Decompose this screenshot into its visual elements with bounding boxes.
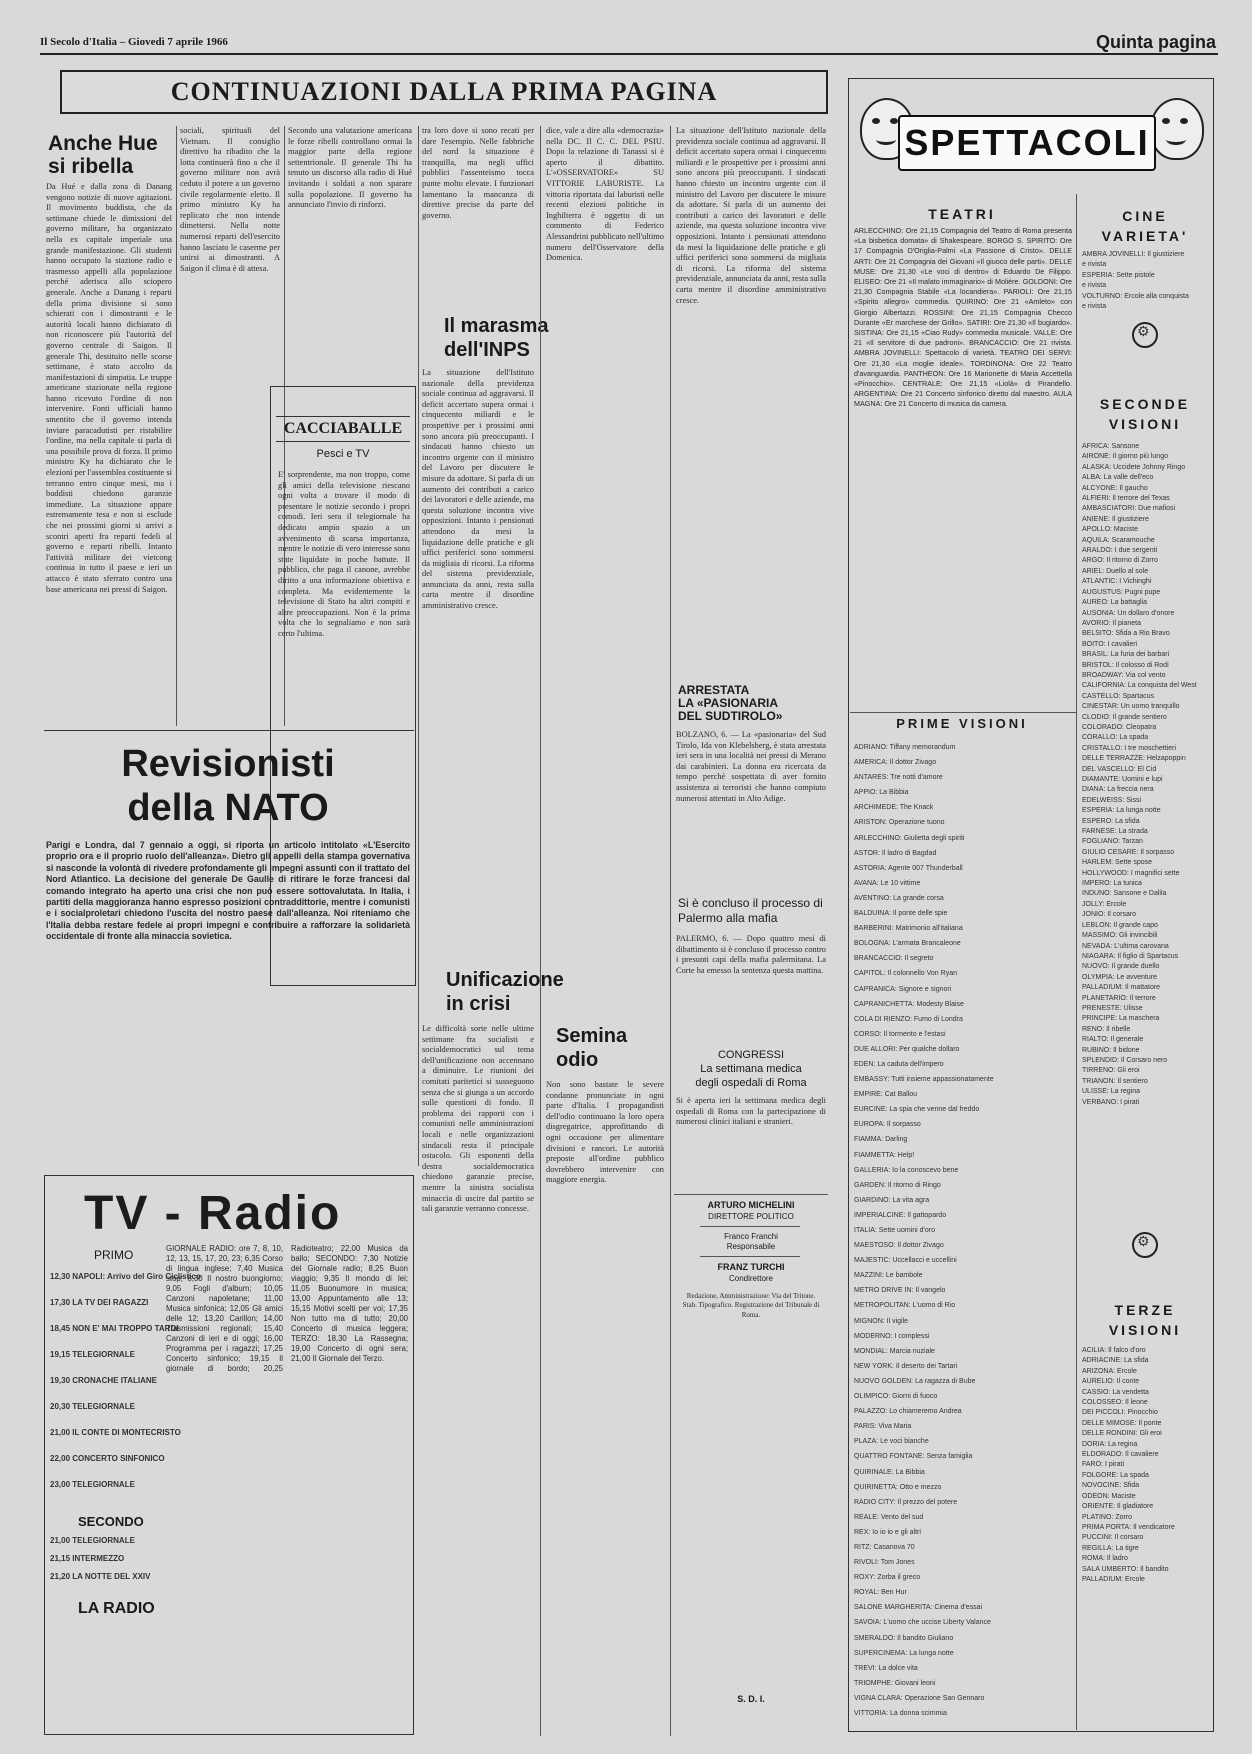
pasionaria-title-line2: LA «PASIONARIA: [678, 696, 779, 710]
unificazione-title-line2: in crisi: [446, 993, 511, 1015]
cinema-entry: AQUILA: Scaramouche: [1082, 536, 1155, 544]
cinema-entry: CALIFORNIA: La conquista del West: [1082, 682, 1197, 690]
cinema-entry: MONDIAL: Marcia nuziale: [854, 1347, 935, 1355]
cinema-entry: REX: Io io io e gli altri: [854, 1528, 921, 1536]
cinema-entry: ARCHIMEDE: The Knack: [854, 804, 934, 812]
cinema-entry: ATLANTIC: I Vichinghi: [1082, 578, 1152, 586]
cinema-entry: ADRIACINE: La sfida: [1082, 1357, 1149, 1365]
cinema-entry: CORSO: Il tormento e l'estasi: [854, 1030, 946, 1038]
section-rule: [44, 730, 414, 731]
cinema-entry: METRO DRIVE IN: Il vangelo: [854, 1287, 946, 1295]
cinema-entry: SALONE MARGHERITA: Cinema d'essai: [854, 1604, 983, 1612]
cinema-entry: AVANA: Le 10 vittime: [854, 879, 921, 887]
nato-title-line2: della NATO: [127, 787, 329, 829]
cinema-entry: COLA DI RIENZO: Fumo di Londra: [854, 1015, 963, 1023]
col-divider: [176, 126, 177, 726]
cinema-entry: ALASKA: Uccidete Johnny Ringo: [1082, 463, 1186, 471]
cinema-entry: ASTORIA: Agente 007 Thunderball: [854, 864, 963, 872]
cinema-entry: FIAMMETTA: Help!: [854, 1151, 915, 1159]
cinema-entry: ESPERIA: Sette pistole: [1082, 271, 1155, 279]
cinema-entry: EDELWEISS: Sissi: [1082, 796, 1141, 804]
cinema-entry: VITTORIA: La donna scimmia: [854, 1710, 947, 1717]
cinema-entry: ITALIA: Sette uomini d'oro: [854, 1227, 935, 1234]
masthead-date: Il Secolo d'Italia – Giovedì 7 aprile 1966: [40, 36, 228, 48]
cinema-entry: GARDEN: Il ritorno di Ringo: [854, 1181, 941, 1189]
cinema-entry: FOGLIANO: Tarzan: [1082, 838, 1143, 846]
cine-varieta-list: [1082, 250, 1210, 314]
tv-primo-list: [50, 1264, 201, 1504]
semina-title: [556, 1024, 627, 1072]
cinema-entry: SALA UMBERTO: Il bandito: [1082, 1565, 1169, 1573]
cinema-entry: REALE: Vento del sud: [854, 1513, 924, 1521]
cinema-entry: PLANETARIO: Il terrore: [1082, 994, 1156, 1002]
gear-icon: [1132, 1232, 1158, 1258]
cine-varieta-heading: [1080, 206, 1210, 246]
cinema-entry: BRASIL: La furia dei barbari: [1082, 651, 1170, 659]
cinema-entry: ARALDO: I due sergenti: [1082, 547, 1158, 555]
cinema-entry: OLIMPICO: Giorni di fuoco: [854, 1393, 938, 1401]
direttore-name: ARTURO MICHELINI: [707, 1200, 795, 1210]
cinema-entry: VIGNA CLARA: Operazione San Gennaro: [854, 1694, 985, 1702]
cinema-entry: AIRONE: Il giorno più lungo: [1082, 453, 1168, 461]
cinema-entry: IMPERO: La tunica: [1082, 880, 1142, 888]
cinema-entry: PALLADIUM: Il mattatore: [1082, 984, 1161, 992]
col-divider: [540, 126, 541, 1736]
cinema-entry: BELSITO: Sfida a Rio Bravo: [1082, 630, 1170, 638]
cinema-entry: DELLE RONDINI: Gli eroi: [1082, 1430, 1162, 1438]
seconde-line2: VISIONI: [1108, 416, 1182, 432]
cinema-entry: CRISTALLO: I tre moschettieri: [1082, 744, 1177, 752]
congressi-title: [676, 1048, 826, 1090]
cinema-entry: COLORADO: Cleopatra: [1082, 723, 1157, 731]
cinema-entry: DORIA: La regina: [1082, 1440, 1138, 1448]
condirettore-role: Condirettore: [728, 1274, 774, 1283]
cinema-entry: RENO: Il ribelle: [1082, 1025, 1131, 1033]
cinema-entry: ANIENE: Il giustiziere: [1082, 515, 1149, 523]
inps-title: [444, 314, 549, 362]
cinema-entry: ALBA: La valle dell'eco: [1082, 474, 1154, 482]
comedy-mask-icon: [1150, 98, 1204, 160]
congressi-body: Si è aperta ieri la settimana medica degli ospedali di Roma con la partecipazione di numerosi clinici italiani e stranieri.: [676, 1096, 826, 1127]
unificazione-title-line1: Unificazione: [446, 969, 564, 991]
cinema-entry: CORALLO: La spada: [1082, 734, 1149, 742]
prime-visioni-heading: PRIME VISIONI: [896, 716, 1028, 731]
semina-title-line1: Semina: [556, 1025, 628, 1047]
cinema-entry: BRANCACCIO: Il segreto: [854, 955, 934, 963]
cinema-entry: ANTARES: Tre notti d'amore: [854, 774, 943, 782]
colophon-rule: [700, 1226, 800, 1227]
cinema-entry: PUCCINI: Il corsaro: [1082, 1534, 1144, 1542]
cinema-entry: AURELIO: Il conte: [1082, 1378, 1140, 1386]
inps-title-line1: Il marasma: [444, 315, 549, 337]
cinema-entry: e rivista: [1082, 282, 1107, 290]
cinema-entry: CASTELLO: Spartacus: [1082, 692, 1154, 700]
cinema-entry: QUIRINETTA: Otto e mezzo: [854, 1483, 942, 1491]
responsabile-name: Franco Franchi: [724, 1232, 778, 1241]
cinema-entry: INDUNO: Sansone e Dalila: [1082, 890, 1167, 898]
cinema-entry: AUGUSTUS: Pugni pupe: [1082, 588, 1161, 596]
cinema-entry: MAZZINI: Le bambole: [854, 1272, 923, 1280]
cinema-entry: AMBASCIATORI: Due mafiosi: [1082, 505, 1176, 513]
cinema-entry: COLOSSEO: Il leone: [1082, 1399, 1148, 1407]
col-divider: [670, 126, 671, 1736]
cinema-entry: RADIO CITY: Il prezzo del potere: [854, 1498, 958, 1506]
pasionaria-title: [678, 684, 782, 723]
cinema-entry: DIANA: La freccia nera: [1082, 786, 1154, 794]
spettacoli-title: SPETTACOLI: [904, 122, 1150, 163]
cinema-entry: SUPERCINEMA: La lunga notte: [854, 1649, 954, 1657]
cinema-entry: CAPRANICA: Signore e signori: [854, 985, 952, 993]
cinema-entry: PRIMA PORTA: Il vendicatore: [1082, 1523, 1175, 1531]
seconde-visioni-heading: [1080, 394, 1210, 434]
column4-text: tra loro dove si sono recati per dare l'esempio. Nelle fabbriche del nord la situazione è tranquilla, ma negli uffici pubblici l'assenteismo tocca punte molto elevate. I funzionari lamentano la mancanza di direttive precise da parte del governo.: [422, 126, 534, 220]
cinema-entry: ROYAL: Ben Hur: [854, 1589, 907, 1597]
cinema-entry: DUE ALLORI: Per qualche dollaro: [854, 1045, 960, 1053]
cinema-entry: MAJESTIC: Uccellacci e uccellini: [854, 1257, 957, 1265]
cinema-entry: ORIENTE: Il gladiatore: [1082, 1503, 1154, 1511]
cinema-entry: NOVOCINE: Sfida: [1082, 1482, 1140, 1490]
colophon-rule: [700, 1256, 800, 1257]
semina-body: Non sono bastate le severe condanne pronunciate in ogni parte d'Italia. I propagandisti dell'odio continuano la loro opera disgregatrice, approfittando di ogni occasione per alimentare divisioni e rancori. Le autorità preposte all'ordine pubblico dovrebbero intervenire con maggiore energia.: [546, 1080, 664, 1185]
unificazione-body: Le difficoltà sorte nelle ultime settimane fra socialisti e socialdemocratici sul tema dell'unificazione non accennano a diminuire. Le riunioni dei comitati paritetici si susseguono senza che si giunga a un accordo sulle questioni di fondo. Il problema dei rapporti con i comunisti nelle amministrazioni locali e nelle organizzazioni sindacali resta il principale ostacolo. Gli esponenti della destra socialdemocratica chiedono garanzie precise, mentre la sinistra socialista minaccia di uscire dal partito se tali garanzie verranno concesse.: [422, 1024, 534, 1214]
cinema-entry: SPLENDID: Il Corsaro nero: [1082, 1056, 1168, 1064]
teatri-listing: ARLECCHINO: Ore 21,15 Compagnia del Teatro di Roma presenta «La bisbetica domata» di Shakespeare. BORGO S. SPIRITO: Ore 17 Compagnia D'Origlia-Palmi «La Passione di Cristo». DELLE ARTI: Ore 21 Compagnia dei Giovani «Il giuoco delle parti». DELLE MUSE: Ore 21,30 «Le voci di dentro» di Eduardo De Filippo. ELISEO: Ore 21 «Il malato immaginario» di Molière. GOLDONI: Ore 21,30 Compagnia Stabile «La locandiera». PARIOLI: Ore 21,15 «Spirito allegro» commedia. QUIRINO: Ore 21 «Amleto» con Giorgio Albertazzi. ROSSINI: Ore 21,15 Compagnia Checco Durante «Er marchese der Grillo». SATIRI: Ore 21,30 «Il bugiardo». SISTINA: Ore 21,15 «Ciao Rudy» commedia musicale. VALLE: Ore 21 «Il servitore di due padroni». BRANCACCIO: Ore 21 rivista. AMBRA JOVINELLI: Spettacolo di varietà. TEATRO DEI SERVI: Ore 21,30 «La moglie ideale». TORDINONA: Ore 22 Teatro d'avanguardia. PANTHEON: Ore 16 Marionette di Maria Accettella «Pinocchio». CENTRALE: Ore 21,15 «Liolà» di Pirandello. ARGENTINA: Ore 21 Concerto sinfonico diretto dal maestro. AULA MAGNA: Ore 21 Concerto di musica da camera.: [854, 226, 1072, 409]
cinema-entry: NEVADA: L'ultima carovana: [1082, 942, 1169, 950]
cinema-entry: JONIO: Il corsaro: [1082, 911, 1137, 919]
continuations-banner: [60, 70, 828, 114]
pasionaria-title-line1: ARRESTATA: [678, 683, 750, 697]
cinema-entry: DIAMANTE: Uomini e lupi: [1082, 776, 1163, 783]
cinema-entry: MODERNO: I complessi: [854, 1332, 930, 1340]
colophon-rule: [674, 1194, 828, 1195]
column6-text: La situazione dell'Istituto nazionale della previdenza sociale continua ad aggravarsi. Il deficit accertato supera ormai i cinquecento miliardi e le prospettive per i prossimi anni sono ancora più preoccupanti. I sindacati hanno chiesto un incontro urgente con il ministro del Lavoro per discutere le misure da adottare. Si parla di un aumento dei contributi a carico dei lavoratori e delle aziende, ma questa soluzione incontra vive opposizioni. Intanto i pensionati attendono da mesi la liquidazione delle pratiche e gli uffici periferici sono sommersi da migliaia di ricorsi. La riforma del sistema previdenziale, annunciata da anni, resta sulla carta mentre il disordine amministrativo cresce.: [676, 126, 826, 305]
tv-radio-title: TV - Radio: [84, 1187, 342, 1240]
seconde-line1: SECONDE: [1099, 396, 1191, 412]
col-divider: [418, 126, 419, 1166]
cinema-entry: PLAZA: Le voci bianche: [854, 1438, 929, 1446]
hue-title: [48, 132, 158, 178]
cinema-entry: FIAMMA: Darling: [854, 1136, 908, 1144]
responsabile-role: Responsabile: [726, 1242, 776, 1251]
colophon-notes: Redazione, Amministrazione: Via del Tritone. Stab. Tipografico. Registrazione del Tribunale di Roma.: [682, 1292, 820, 1319]
tv-program-item: 21,20 LA NOTTE DEL XXIV: [50, 1572, 151, 1581]
cinema-entry: FARNESE: La strada: [1082, 828, 1148, 836]
nato-title: [58, 742, 398, 830]
cinema-entry: ALFIERI: Il terrore del Texas: [1082, 495, 1170, 503]
cinema-entry: BALDUINA: Il ponte delle spie: [854, 910, 948, 918]
cinema-entry: EUROPA: Il sorpasso: [854, 1121, 921, 1129]
cinema-entry: TREVI: La dolce vita: [854, 1664, 918, 1672]
terze-line1: TERZE: [1114, 1302, 1176, 1318]
panel-divider: [1076, 194, 1077, 1730]
cinema-entry: RIALTO: Il generale: [1082, 1036, 1144, 1044]
tv-primo-label: PRIMO: [94, 1248, 134, 1262]
congressi-title-line3: degli ospedali di Roma: [695, 1077, 807, 1089]
cinema-entry: AMERICA: Il dottor Zivago: [854, 759, 937, 767]
cinema-entry: FARO: I pirati: [1082, 1461, 1125, 1469]
tv-program-item: 19,30 CRONACHE ITALIANE: [50, 1376, 157, 1385]
cinema-entry: ESPERIA: La lunga notte: [1082, 807, 1161, 815]
gear-icon: [1132, 322, 1158, 348]
cinema-entry: NUOVO GOLDEN: La ragazza di Bube: [854, 1377, 976, 1385]
cinema-entry: SMERALDO: Il bandito Giuliano: [854, 1634, 954, 1642]
cinema-entry: ELDORADO: Il cavaliere: [1082, 1451, 1159, 1459]
radio-label: LA RADIO: [78, 1600, 155, 1617]
page-label: Quinta pagina: [1095, 32, 1216, 52]
cinema-entry: e rivista: [1082, 261, 1107, 269]
cinema-entry: ADRIANO: Tiffany memorandum: [854, 744, 956, 751]
cinema-entry: IMPERIALCINE: Il gattopardo: [854, 1211, 947, 1219]
cinema-entry: MAESTOSO: Il dottor Zivago: [854, 1242, 944, 1250]
cinema-entry: ARGO: Il ritorno di Zorro: [1082, 557, 1158, 565]
tv-program-item: 18,45 NON E' MAI TROPPO TARDI: [50, 1324, 179, 1333]
cinema-entry: METROPOLITAN: L'uomo di Rio: [854, 1302, 956, 1310]
cinema-entry: TRIOMPHE: Giovani leoni: [854, 1679, 936, 1687]
terze-visioni-list: [1082, 1346, 1210, 1728]
cinema-entry: FOLGORE: La spada: [1082, 1471, 1149, 1479]
cinema-entry: PALAZZO: Lo chiameremo Andrea: [854, 1408, 962, 1416]
cinema-entry: JOLLY: Ercole: [1082, 900, 1127, 908]
cinema-entry: DELLE MIMOSE: Il ponte: [1082, 1419, 1162, 1427]
terze-visioni-heading: [1080, 1300, 1210, 1340]
cinema-entry: EMBASSY: Tutti insieme appassionatamente: [854, 1076, 994, 1084]
prime-visioni-list: [854, 740, 1072, 1728]
cinema-entry: ARISTON: Operazione tuono: [854, 819, 945, 827]
cinema-entry: GALLERIA: Io la conoscevo bene: [854, 1166, 959, 1174]
hue-title-line1: Anche Hue: [48, 132, 158, 155]
hue-continued: sociali, spirituali del Vietnam. Il consiglio direttivo ha ribadito che la lotta continuerà fino a che il governo militare non avrà ceduto il potere a un governo civile regolarmente eletto. Il primo ministro Ky ha replicato che non intende dimettersi. Nella notte numerosi reparti dell'esercito hanno lasciato le caserme per unirsi ai dimostranti. A Saigon il clima è di attesa.: [180, 126, 280, 273]
cinema-entry: REGILLA: La tigre: [1082, 1544, 1139, 1552]
cinema-entry: EMPIRE: Cat Ballou: [854, 1091, 918, 1099]
cinema-entry: MASSIMO: Gli invincibili: [1082, 932, 1158, 940]
congressi-title-line1: CONGRESSI: [717, 1049, 784, 1061]
cinema-entry: TRIANON: Il sentiero: [1082, 1077, 1148, 1085]
nato-body: Parigi e Londra, dal 7 gennaio a oggi, si riporta un articolo intitolato «L'Esercito proprio ora e il proprio ruolo dell'alleanza». Dietro gli appelli della stampa governativa si nasconde la volontà di rivedere profondamente gli impegni assunti con il trattato del Nord Atlantico. La decisione del generale De Gaulle di ritirare le forze francesi dal comando integrato ha aperto una crisi che non può essere sottovalutata. In Italia, i partiti della maggioranza hanno espresso posizioni contraddittorie, mentre i comunisti e i socialproletari chiedono l'uscita del nostro paese dall'alleanza. Noi riteniamo che l'Italia debba restare fedele ai propri impegni e contribuire a rafforzare la solidarietà occidentale di fronte alla minaccia sovietica.: [46, 840, 410, 942]
congressi-title-line2: La settimana medica: [700, 1063, 802, 1075]
cinema-entry: AFRICA: Sansone: [1082, 443, 1140, 450]
cinema-entry: QUATTRO FONTANE: Senza famiglia: [854, 1453, 973, 1461]
cinema-entry: VERBANO: I pirati: [1082, 1098, 1140, 1106]
direttore-role: DIRETTORE POLITICO: [708, 1212, 794, 1221]
tv-program-item: 23,00 TELEGIORNALE: [50, 1480, 135, 1489]
cinema-entry: DELLE TERRAZZE: Helzapoppin: [1082, 755, 1186, 763]
cinema-entry: BRISTOL: Il colosso di Rodi: [1082, 661, 1169, 669]
cinema-entry: GIULIO CESARE: Il sorpasso: [1082, 848, 1175, 856]
cinema-entry: ARLECCHINO: Giulietta degli spiriti: [854, 834, 965, 842]
cinema-entry: CLODIO: Il grande sentiero: [1082, 713, 1167, 721]
cinema-entry: NIAGARA: Il figlio di Spartacus: [1082, 952, 1179, 960]
cinema-entry: ACILIA: Il falco d'oro: [1082, 1347, 1146, 1354]
sdi-label: S. D. I.: [737, 1694, 765, 1704]
cinema-entry: LEBLON: Il grande capo: [1082, 921, 1158, 929]
tv-secondo-list: [50, 1532, 162, 1594]
pasionaria-body: BOLZANO, 6. — La «pasionaria» del Sud Tirolo, Ida von Klebelsberg, è stata arrestata ieri sera in una località nei pressi di Merano dai carabinieri. La donna era ricercata da tempo perché sospettata di aver fornito assistenza ai terroristi che hanno compiuto numerosi attentati in Alto Adige.: [676, 730, 826, 803]
seconde-visioni-list: [1082, 442, 1210, 1118]
cinema-entry: BROADWAY: Via col vento: [1082, 671, 1166, 679]
tv-program-item: 17,30 LA TV DEI RAGAZZI: [50, 1298, 149, 1307]
cacciaballe-title: CACCIABALLE: [276, 416, 410, 442]
cinema-entry: SAVOIA: L'uomo che uccise Liberty Valance: [854, 1619, 991, 1627]
cinema-entry: NUOVO: Il grande duello: [1082, 963, 1160, 971]
cinema-entry: PRINCIPE: La maschera: [1082, 1015, 1160, 1023]
inps-body: La situazione dell'Istituto nazionale della previdenza sociale continua ad aggravarsi. Il deficit accertato supera ormai i cinquecento miliardi e le prospettive per i prossimi anni sono ancora più preoccupanti. I sindacati hanno chiesto un incontro urgente con il ministro del Lavoro per discutere le misure da adottare. Si parla di un aumento dei contributi a carico dei lavoratori e delle aziende, ma questa soluzione incontra vive opposizioni. Intanto i pensionati attendono da mesi la liquidazione delle pratiche e gli uffici periferici sono sommersi da migliaia di ricorsi. La riforma del sistema previdenziale, annunciata da anni, resta sulla carta mentre il disordine amministrativo cresce.: [422, 368, 534, 611]
cinema-entry: ARIEL: Duello al sole: [1082, 567, 1149, 575]
cinema-entry: PLATINO: Zorro: [1082, 1513, 1133, 1521]
cinema-entry: OLYMPIA: Le avventure: [1082, 973, 1157, 981]
cinema-entry: ASTOR: Il ladro di Bagdad: [854, 849, 937, 857]
cinema-entry: AVORIO: Il pianeta: [1082, 619, 1142, 627]
panel-rule: [850, 712, 1076, 713]
tv-program-item: 12,30 NAPOLI: Arrivo del Giro Ciclistico: [50, 1272, 201, 1281]
cinema-entry: HOLLYWOOD: I magnifici sette: [1082, 869, 1180, 877]
cinema-entry: EDEN: La caduta dell'impero: [854, 1060, 944, 1068]
cine-varieta-line1: CINE: [1122, 208, 1168, 224]
cinema-entry: AUSONIA: Un dollaro d'onore: [1082, 609, 1175, 617]
cinema-entry: DEL VASCELLO: El Cid: [1082, 765, 1157, 773]
cinema-entry: ROXY: Zorba il greco: [854, 1574, 921, 1582]
banner-title: CONTINUAZIONI DALLA PRIMA PAGINA: [170, 77, 718, 106]
tv-secondo-label: SECONDO: [78, 1514, 144, 1529]
cinema-entry: APOLLO: Maciste: [1082, 526, 1139, 534]
cinema-entry: RIVOLI: Tom Jones: [854, 1559, 915, 1567]
inps-title-line2: dell'INPS: [444, 339, 530, 361]
top-rule: [40, 53, 1218, 55]
cinema-entry: BARBERINI: Matrimonio all'italiana: [854, 925, 963, 933]
tv-program-item: 20,30 TELEGIORNALE: [50, 1402, 135, 1411]
mafia-body: PALERMO, 6. — Dopo quattro mesi di dibattimento si è concluso il processo contro i presunti capi della mafia palermitana. La Corte ha emesso la sentenza questa mattina.: [676, 934, 826, 975]
cinema-entry: ODEON: Maciste: [1082, 1492, 1136, 1500]
cinema-entry: ARIZONA: Ercole: [1082, 1367, 1137, 1375]
cacciaballe-body: E' sorprendente, ma non troppo, come gli amici della televisione riescano ogni volta a trovare il modo di presentare le notizie secondo i propri comodi. Ieri sera il telegiornale ha dedicato ampio spazio a un avvenimento di scarsa importanza, mentre le notizie di vero interesse sono state liquidate in poche battute. Il pubblico, che paga il canone, avrebbe diritto a una informazione obiettiva e completa. Ma evidentemente la televisione di Stato ha altri compiti e altre preoccupazioni. Non è la prima volta che lo segnaliamo e non sarà certo l'ultima.: [278, 470, 410, 638]
radio-body: GIORNALE RADIO: ore 7, 8, 10, 12, 13, 15, 17, 20, 23; 6,35 Corso di lingua inglese; 7,40 Musica stop; 8,30 Il nostro buongiorno; 9,05 Fogli d'album; 10,05 Canzoni napoletane; 11,00 Musica sinfonica; 12,05 Gli amici delle 12; 13,20 Carillon; 14,00 Trasmissioni regionali; 15,40 Canzoni di ieri e di oggi; 16,00 Programma per i ragazzi; 17,25 Concerto sinfonico; 19,15 Il giornale di bordo; 20,25 Radioteatro; 22,00 Musica da ballo; SECONDO: 7,30 Notizie del Giornale radio; 8,25 Buon viaggio; 9,35 Il mondo di lei; 11,05 Buonumore in musica; 13,00 Appuntamento alle 13; 15,15 Motivi scelti per voi; 17,35 Non tutto ma di tutto; 20,00 Concerto di musica leggera; TERZO: 18,30 La Rassegna; 19,00 Concerto di ogni sera; 21,00 Il Giornale del Terzo.: [166, 1244, 408, 1373]
column5-text: dice, vale a dire alla «democrazia» nella DC. Il C. C. DEL PSIU. Dopo la relazione di Tanassi si è aperto il dibattito. L'«OSSERVATORE» SU VITTORIE LABURISTE. La vittoria riportata dai laburisti nelle recenti elezioni politiche in Inghilterra è oggetto di un commento di Federico Alessandrini pubblicato nell'ultimo numero dell'Osservatore della Domenica.: [546, 126, 664, 263]
cinema-entry: RUBINO: Il bidone: [1082, 1046, 1140, 1054]
cinema-entry: DEI PICCOLI: Pinocchio: [1082, 1409, 1158, 1417]
cinema-entry: ULISSE: La regina: [1082, 1088, 1140, 1096]
cinema-entry: VOLTURNO: Ercole alla conquista: [1082, 292, 1189, 300]
cinema-entry: ROMA: Il ladro: [1082, 1555, 1128, 1563]
cinema-entry: NEW YORK: Il deserto dei Tartari: [854, 1362, 958, 1370]
cinema-entry: ALCYONE: Il gaucho: [1082, 484, 1148, 492]
semina-title-line2: odio: [556, 1049, 599, 1071]
cinema-entry: GIARDINO: La vita agra: [854, 1196, 930, 1204]
cinema-entry: AVENTINO: La grande corsa: [854, 894, 944, 902]
cinema-entry: PALLADIUM: Ercole: [1082, 1575, 1145, 1583]
cinema-entry: e rivista: [1082, 303, 1107, 311]
cinema-entry: RITZ: Casanova 70: [854, 1543, 915, 1551]
tv-program-item: 21,15 INTERMEZZO: [50, 1554, 125, 1563]
pasionaria-title-line3: DEL SUDTIROLO»: [678, 709, 783, 723]
cacciaballe-subtitle: Pesci e TV: [316, 448, 370, 460]
hue-body: Da Hué e dalla zona di Danang vengono notizie di nuove agitazioni. Il movimento buddista, che da settimane chiede le dimissioni del governo militare, ha organizzato nella ex capitale imperiale una grande manifestazione. Gli studenti hanno occupato la stazione radio e trasmesso appelli alla popolazione perché aderisca allo sciopero generale. Anche a Danang i reparti della prima divisione si sono schierati con i dimostranti e le autorità locali hanno dichiarato di non riconoscere più l'autorità del governo centrale di Saigon. Il generale Thi, destituito nelle scorse settimane, è stato accolto da manifestazioni di simpatia. Le truppe americane stazionate nella regione hanno ricevuto l'ordine di non intervenire. Fonti ufficiali hanno smentito che il governo intenda inviare paracadutisti per ristabilire l'ordine, ma nella capitale si parla di una possibile prova di forza. Il primo ministro Ky ha dichiarato che le elezioni per l'assemblea costituente si terranno entro cinque mesi, ma i buddisti chiedono garanzie immediate. La situazione appare estremamente tesa e non si esclude che nei prossimi giorni si arrivi a scontri aperti fra reparti fedeli al governo e reparti ribelli. Intanto l'attività militare dei vietcong continua in tutto il paese e ieri un attacco è stato sferrato contro una base americana nei pressi di Saigon.: [46, 182, 172, 594]
hue-title-line2: si ribella: [48, 155, 134, 178]
nato-title-line1: Revisionisti: [121, 743, 335, 785]
cinema-entry: HARLEM: Sette spose: [1082, 859, 1153, 867]
tv-program-item: 19,15 TELEGIORNALE: [50, 1350, 135, 1359]
cinema-entry: CASSIO: La vendetta: [1082, 1388, 1149, 1396]
cinema-entry: CINESTAR: Un uomo tranquillo: [1082, 703, 1180, 711]
cinema-entry: PARIS: Viva Maria: [854, 1423, 912, 1431]
spettacoli-title-box: [898, 115, 1156, 171]
cinema-entry: MIGNON: Il vigile: [854, 1317, 909, 1325]
tv-program-item: 21,00 IL CONTE DI MONTECRISTO: [50, 1428, 181, 1437]
cinema-entry: CAPRANICHETTA: Modesty Blaise: [854, 1000, 964, 1008]
cinema-entry: CAPITOL: Il colonnello Von Ryan: [854, 970, 957, 978]
cinema-entry: ESPERO: La sfida: [1082, 817, 1140, 825]
cinema-entry: APPIO: La Bibbia: [854, 789, 909, 797]
tv-program-item: 22,00 CONCERTO SINFONICO: [50, 1454, 165, 1463]
cinema-entry: PRENESTE: Ulisse: [1082, 1004, 1143, 1012]
cinema-entry: EURCINE: La spia che venne dal freddo: [854, 1106, 980, 1114]
tv-program-item: 21,00 TELEGIORNALE: [50, 1536, 135, 1545]
cinema-entry: TIRRENO: Gli eroi: [1082, 1067, 1140, 1075]
column3-text: Secondo una valutazione americana le forze ribelli controllano ormai la maggior parte della regione settentrionale. Il generale Thi ha tenuto un discorso alla radio di Hué invitando i soldati a non sparare sulla popolazione. Il governo ha annunciato l'invio di rinforzi.: [288, 126, 412, 210]
mafia-title: Si è concluso il processo di Palermo alla mafia: [678, 896, 823, 925]
teatri-heading: TEATRI: [928, 206, 996, 222]
cine-varieta-line2: VARIETA': [1101, 228, 1189, 244]
condirettore-name: FRANZ TURCHI: [717, 1262, 785, 1272]
terze-line2: VISIONI: [1108, 1322, 1182, 1338]
cinema-entry: AUREO: La battaglia: [1082, 599, 1147, 607]
cinema-entry: BOLOGNA: L'armata Brancaleone: [854, 940, 961, 948]
cinema-entry: QUIRINALE: La Bibbia: [854, 1468, 925, 1476]
cinema-entry: BOITO: I cavalieri: [1082, 640, 1138, 648]
cinema-entry: AMBRA JOVINELLI: Il giustiziere: [1082, 251, 1185, 258]
